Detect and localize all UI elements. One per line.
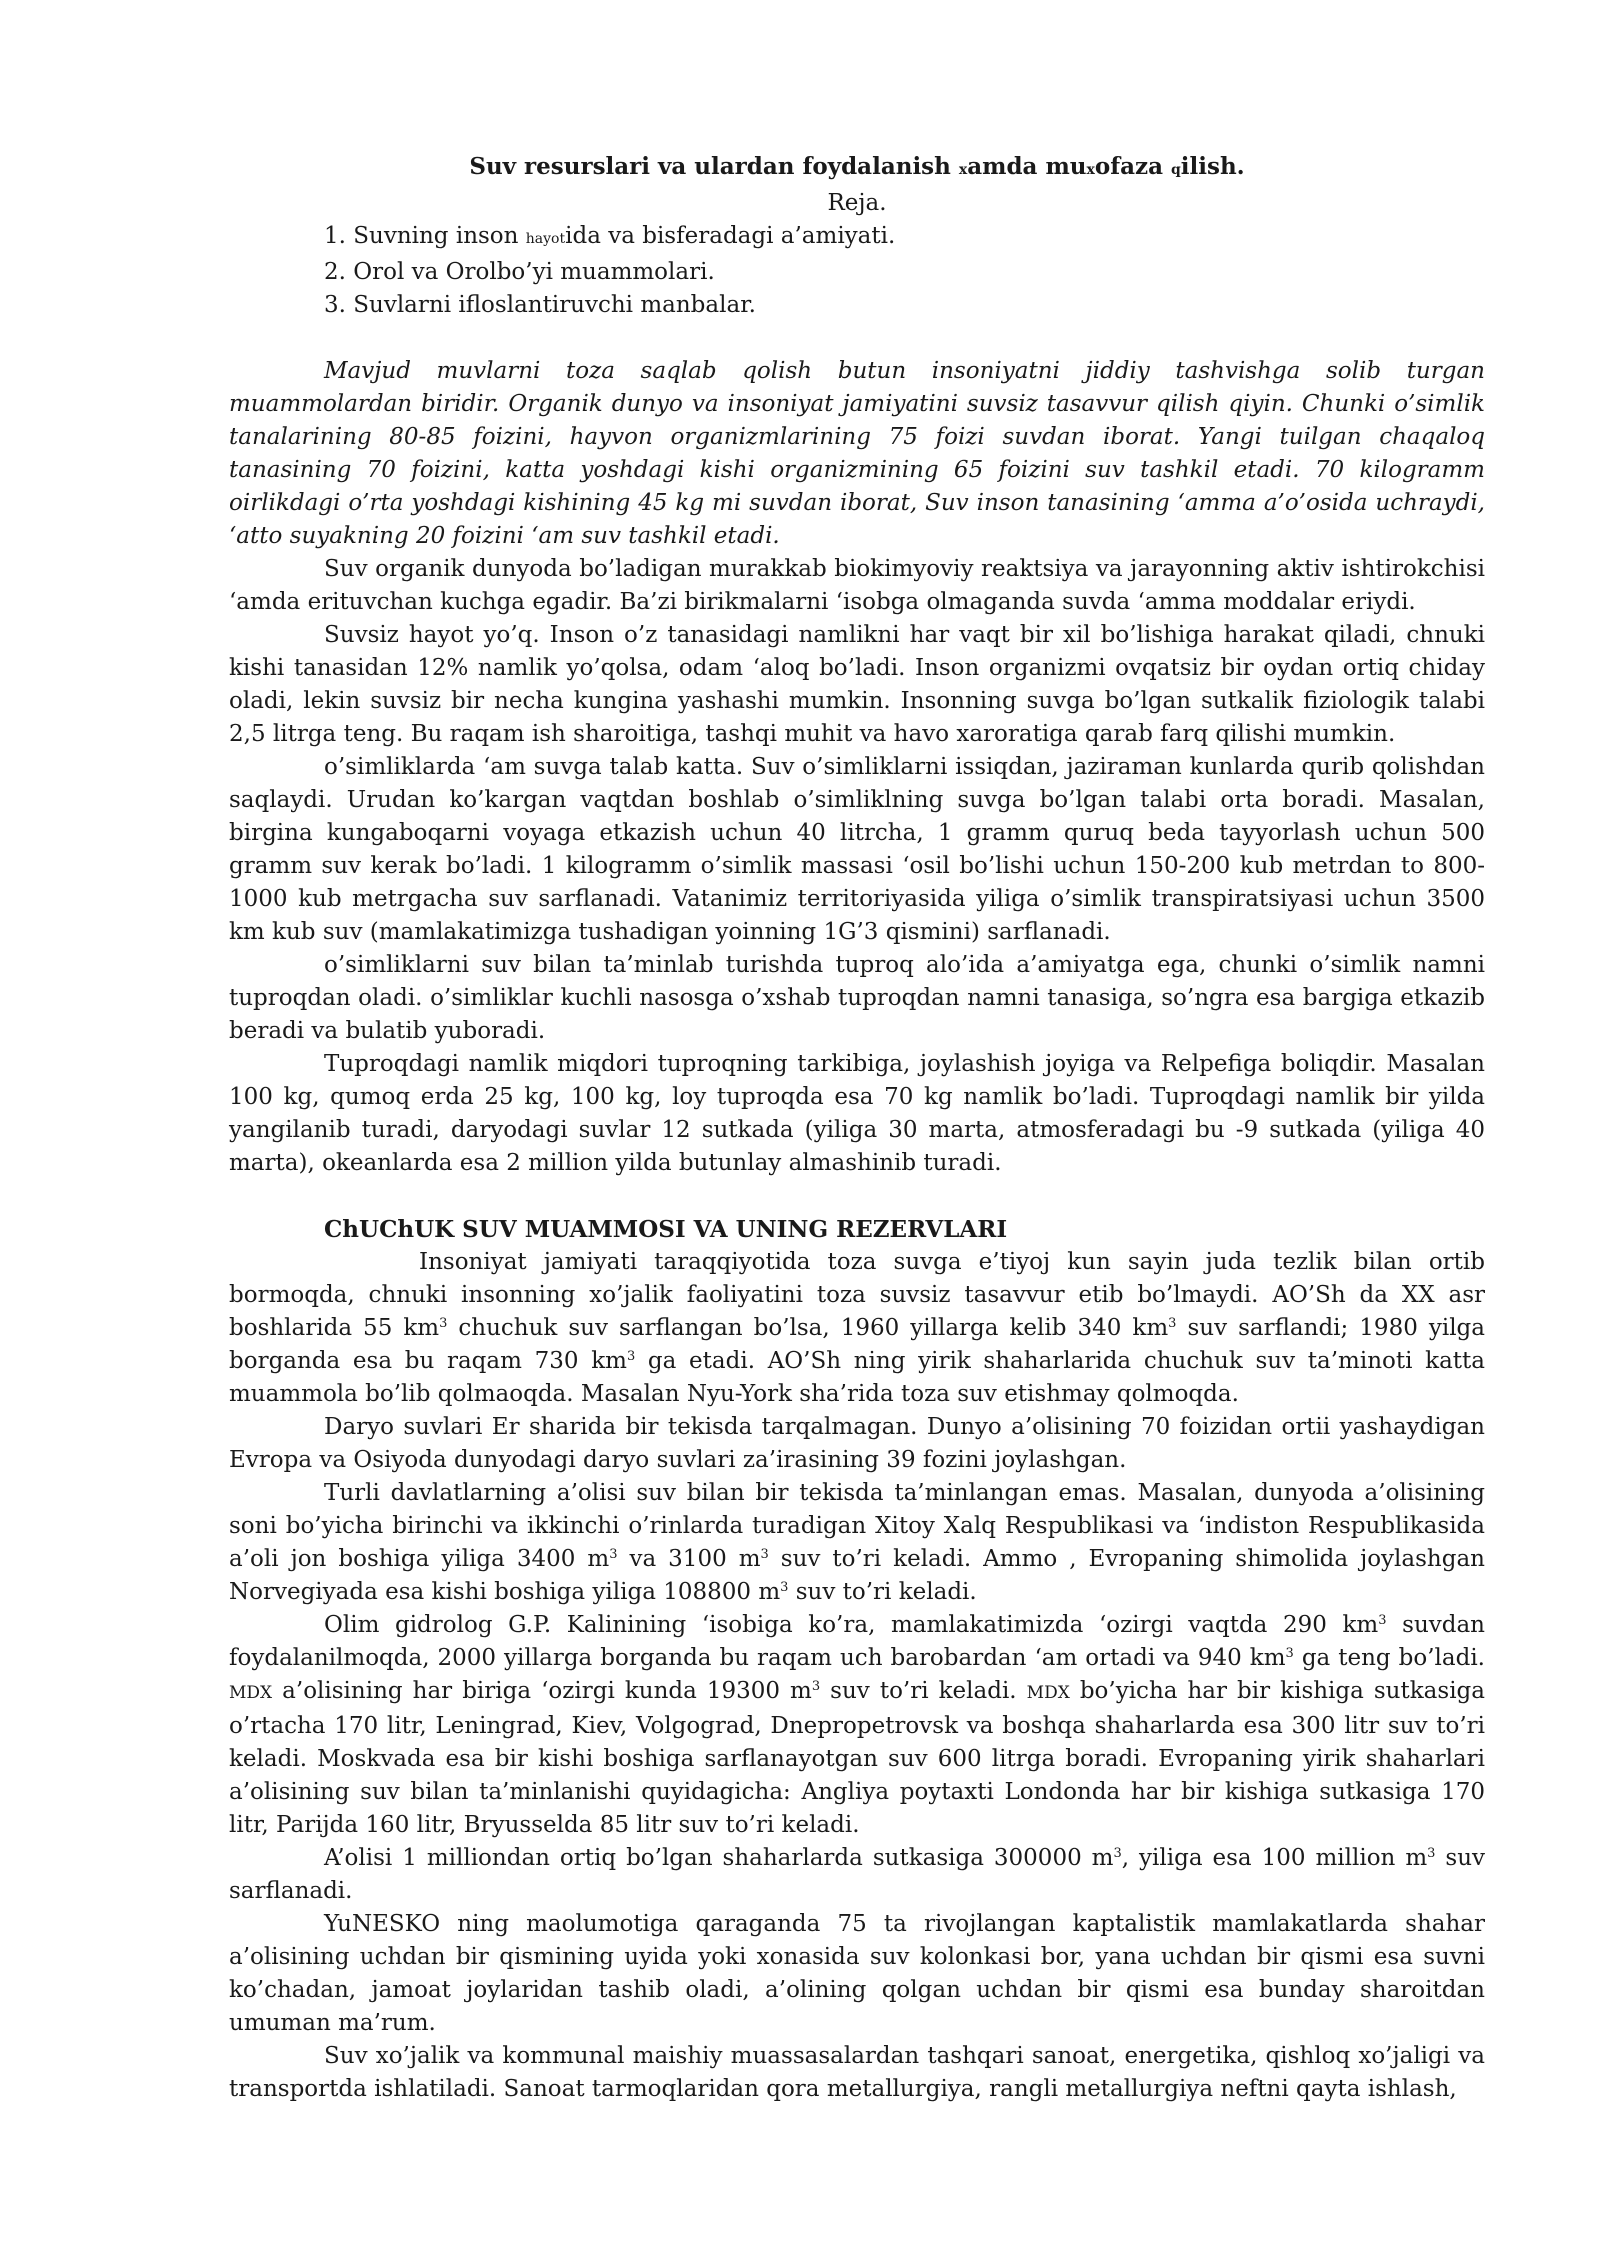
body-paragraph: Daryo suvlari Er sharida bir tekisda tarqalmagan. Dunyo a’olisining 70 foizidan ortii yashaydigan Evropa va Osiyoda dunyodagi daryo suvlari za’irasining 39 fozini joylashgan.	[229, 1414, 1485, 1473]
paragraph-text: va 3100 m	[617, 1546, 761, 1572]
paragraph-text: bo’yicha har bir kishiga sutkasiga o’rtacha 170 litr, Leningrad, Kiev, Volgograd, Dnepropetrovsk va boshqa shaharlarda esa 300 litr suv to’ri keladi. Moskvada esa bir kishi boshiga sarflanayotgan suv 600 litrga boradi. Evropaning yirik shaharlari a’olisining suv bilan ta’minlanishi quyidagicha: Angliya poytaxti Londonda har bir kishiga sutkasiga 170 litr, Parijda 160 litr, Bryusselda 85 litr suv to’ri keladi.	[229, 1678, 1485, 1838]
title-text: ofaza	[1094, 153, 1171, 180]
superscript: 3	[1168, 1316, 1177, 1331]
superscript: 3	[626, 1349, 636, 1364]
body-paragraph	[229, 1609, 1485, 1842]
plan-list	[229, 220, 1485, 322]
body-paragraph: Suvsiz hayot yo’q. Inson o’z tanasidagi namlikni har vaqt bir xil bo’lishiga harakat qiladi, chnuki kishi tanasidan 12% namlik yo’qolsa, odam ‘aloq bo’ladi. Inson organizmi ovqatsiz bir oydan ortiq chiday oladi, lekin suvsiz bir necha kungina yashashi mumkin. Insonning suvga bo’lgan sutkalik fiziologik talabi 2,5 litrga teng. Bu raqam ish sharoitiga, tashqi muhit va havo xaroratiga qarab farq qilishi mumkin.	[229, 622, 1485, 747]
superscript: 3	[1113, 1846, 1122, 1861]
body-paragraph: o’simliklarda ‘am suvga talab katta. Suv o’simliklarni issiqdan, jaziraman kunlarda qurib qolishdan saqlaydi. Urudan ko’kargan vaqtdan boshlab o’simliklning suvga bo’lgan talabi orta boradi. Masalan, birgina kungaboqarni voyaga etkazish uchun 40 litrcha, 1 gramm quruq beda tayyorlash uchun 500 gramm suv kerak bo’ladi. 1 kilogramm o’simlik massasi ‘osil bo’lishi uchun 150-200 kub metrdan to 800-1000 kub metrgacha suv sarflanadi. Vatanimiz territoriyasida yiliga o’simlik transpiratsiyasi uchun 3500 km kub suv (mamlakatimizga tushadigan yoinning 1G’3 qismini) sarflanadi.	[229, 754, 1485, 945]
paragraph-text: ga teng bo’ladi.	[1293, 1645, 1485, 1671]
body-paragraph: YuNESKO ning maolumotiga qaraganda 75 ta rivojlangan kaptalistik mamlakatlarda shahar a’olisining uchdan bir qismining uyida yoki xonasida suv kolonkasi bor, yana uchdan bir qismi esa suvni ko’chadan, jamoat joylaridan tashib oladi, a’olining qolgan uchdan bir qismi esa bunday sharoitdan umuman ma’rum.	[229, 1911, 1485, 2036]
superscript: 3	[811, 1679, 821, 1694]
paragraph-text: Turli davlatlarning a’olisi suv bilan bir tekisda ta’minlangan emas. Masalan, dunyoda a’olisining soni bo’yicha birinchi va ikkinchi o’rinlarda turadigan Xitoy Xalq Respublikasi va ‘indiston Respublikasida a’oli jon boshiga yiliga 3400 m	[229, 1480, 1485, 1572]
document-page	[229, 150, 1485, 2106]
title-small-letter: x	[1086, 162, 1095, 178]
paragraph-text: suv to’ri keladi.	[820, 1678, 1027, 1704]
abbreviation: MDX	[229, 1683, 273, 1703]
plan-item-small-text: hayot	[525, 231, 566, 247]
superscript: 3	[1285, 1646, 1294, 1661]
body-paragraph	[229, 1477, 1485, 1609]
superscript: 3	[439, 1316, 448, 1331]
body-paragraph	[229, 1842, 1485, 1908]
section-heading: ChUChUK SUV MUAMMOSI VA UNING REZERVLARI	[324, 1216, 1008, 1243]
paragraph-text: suv to’ri keladi.	[788, 1579, 977, 1605]
title-text: amda mu	[967, 153, 1087, 180]
paragraph-text: a’olisining har biriga ‘ozirgi kunda 19300 m	[272, 1678, 812, 1704]
abbreviation: MDX	[1026, 1683, 1070, 1703]
superscript: 3	[1378, 1613, 1387, 1628]
paragraph-text: Insoniyat jamiyati taraqqiyotida toza suvga e’tiyoj kun sayin juda tezlik bilan ortib bormoqda, chnuki insonning xo’jalik faoliyatini toza suvsiz tasavvur etib bo’lmaydi. AO’Sh da XX asr boshlarida 55 km	[229, 1249, 1485, 1341]
body-paragraph: Suv organik dunyoda bo’ladigan murakkab biokimyoviy reaktsiya va jarayonning aktiv ishtirokchisi ‘amda erituvchan kuchga egadir. Ba’zi birikmalarni ‘isobga olmaganda suvda ‘amma moddalar eriydi.	[229, 556, 1485, 615]
body-paragraph: o’simliklarni suv bilan ta’minlab turishda tuproq alo’ida a’amiyatga ega, chunki o’simlik namni tuproqdan oladi. o’simliklar kuchli nasosga o’xshab tuproqdan namni tanasiga, so’ngra esa bargiga etkazib beradi va bulatib yuboradi.	[229, 952, 1485, 1044]
paragraph-text: ga etadi. AO’Sh ning yirik shaharlarida chuchuk suv ta’minoti katta muammola bo’lib qolmaoqda. Masalan Nyu-York sha’rida toza suv etishmay qolmoqda.	[229, 1348, 1485, 1407]
superscript: 3	[780, 1580, 789, 1595]
title-small-letter: q	[1170, 162, 1181, 178]
body-paragraph: Suv xo’jalik va kommunal maishiy muassasalardan tashqari sanoat, energetika, qishloq xo’jaligi va transportda ishlatiladi. Sanoat tarmoqlaridan qora metallurgiya, rangli metallurgiya neftni qayta ishlash,	[229, 2043, 1485, 2102]
superscript: 3	[1427, 1846, 1436, 1861]
plan-item: 3. Suvlarni ifloslantiruvchi manbalar.	[324, 292, 756, 318]
plan-item-text: 1. Suvning inson	[324, 223, 526, 249]
title-text: Suv resurslari va ulardan foydalanish	[469, 153, 959, 180]
body-paragraph: Tuproqdagi namlik miqdori tuproqning tarkibiga, joylashish joyiga va Relpefiga boliqdir. Masalan 100 kg, qumoq erda 25 kg, 100 kg, loy tuproqda esa 70 kg namlik bo’ladi. Tuproqdagi namlik bir yilda yangilanib turadi, daryodagi suvlar 12 sutkada (yiliga 30 marta, atmosferadagi bu -9 sutkada (yiliga 40 marta), okeanlarda esa 2 million yilda butunlay almashinib turadi.	[229, 1051, 1485, 1176]
paragraph-text: , yiliga esa 100 million m	[1121, 1845, 1428, 1871]
title-small-letter: x	[958, 162, 968, 178]
paragraph-text: suv sarflandi; 1980 yilga borganda esa bu raqam 730 km	[229, 1315, 1485, 1374]
plan-item: 2. Orol va Orolbo’yi muammolari.	[324, 259, 715, 285]
plan-item-text: ida va bisferadagi a’amiyati.	[565, 223, 896, 249]
paragraph-text: suvdan foydalanilmoqda, 2000 yillarga borganda bu raqam uch barobardan ‘am ortadi va 940 km	[229, 1612, 1485, 1671]
paragraph-text: suv to’ri keladi. Ammo , Evropaning shimolida joylashgan Norvegiyada esa kishi boshiga yiliga 108800 m	[229, 1546, 1485, 1605]
intro-paragraph: Mavjud muvlarni toza saqlab qolish butun insoniyatni jiddiy tashvishga solib turgan muammolardan biridir. Organik dunyo va insoniyat jamiyatini suvsiz tasavvur qilish qiyin. Chunki o’simlik tanalarining 80-85 foizini, hayvon organizmlarining 75 foizi suvdan iborat. Yangi tuilgan chaqaloq tanasining 70 foizini, katta yoshdagi kishi organizmining 65 foizini suv tashkil etadi. 70 kilogramm oirlikdagi o’rta yoshdagi kishining 45 kg mi suvdan iborat, Suv inson tanasining ‘amma a’o’osida uchraydi, ‘atto suyakning 20 foizini ‘am suv tashkil etadi.	[229, 358, 1485, 549]
superscript: 3	[760, 1547, 769, 1562]
plan-item	[324, 220, 1485, 256]
superscript: 3	[609, 1547, 618, 1562]
document-title	[229, 150, 1485, 187]
paragraph-text: Olim gidrolog G.P. Kalinining ‘isobiga ko’ra, mamlakatimizda ‘ozirgi vaqtda 290 km	[324, 1612, 1379, 1638]
plan-heading: Reja.	[827, 190, 887, 216]
paragraph-text: suv sarflanadi.	[229, 1845, 1485, 1904]
body-paragraph	[229, 1246, 1485, 1411]
paragraph-text: A’olisi 1 milliondan ortiq bo’lgan shaharlarda sutkasiga 300000 m	[324, 1845, 1114, 1871]
title-text: ilish.	[1180, 153, 1245, 180]
paragraph-text: chuchuk suv sarflangan bo’lsa, 1960 yillarga kelib 340 km	[447, 1315, 1169, 1341]
